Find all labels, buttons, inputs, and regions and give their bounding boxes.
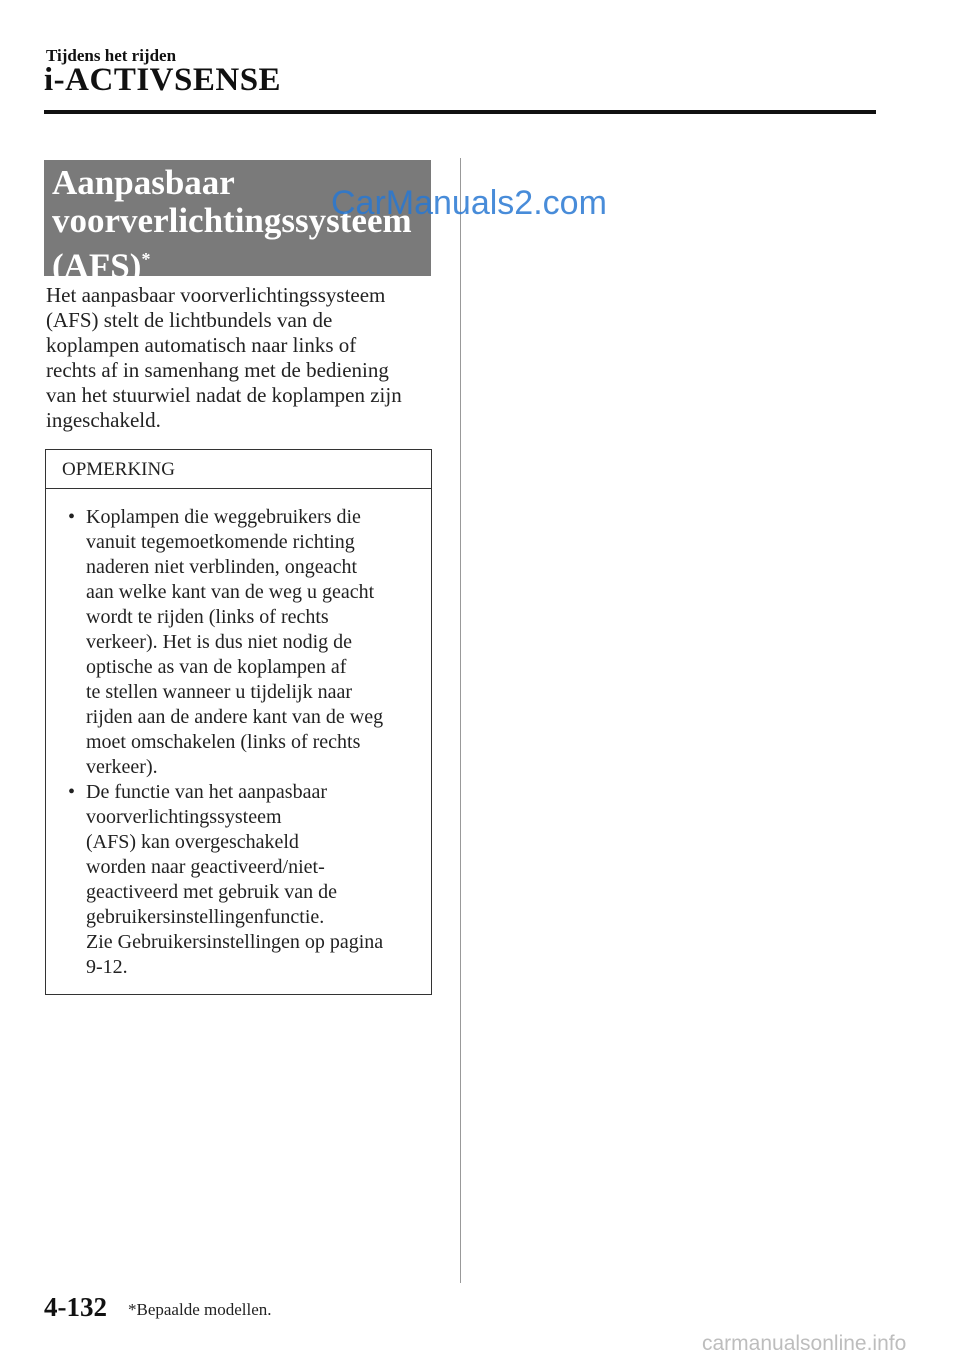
note-line: aan welke kant van de weg u geacht [86,581,375,603]
note-box [45,449,432,995]
note-line: Zie Gebruikersinstellingen op pagina [86,931,384,953]
body-line: Het aanpasbaar voorverlichtingssysteem [46,283,386,307]
note-line: verkeer). [86,756,158,778]
note-line: moet omschakelen (links of rechts [86,731,361,753]
page-number: 4-132 [44,1292,107,1322]
top-rule [44,110,876,114]
note-line: optische as van de koplampen af [86,656,347,678]
note-line: geactiveerd met gebruik van de [86,881,337,903]
chapter-title: i-ACTIVSENSE [44,62,282,98]
note-line: De functie van het aanpasbaar [86,781,327,803]
note-title: OPMERKING [46,450,431,489]
note-line: (AFS) kan overgeschakeld [86,831,299,853]
body-line: van het stuurwiel nadat de koplampen zijn [46,383,402,407]
bullet-icon: • [68,781,76,803]
column-divider [460,158,461,1283]
heading-line-3-text: (AFS) [52,246,142,286]
heading-footnote-mark: * [141,249,151,269]
site-footer: carmanualsonline.info [702,1332,907,1355]
footnote: *Bepaalde modellen. [128,1300,272,1319]
heading-line-3 [52,240,423,286]
body-line: rechts af in samenhang met de bediening [46,358,389,382]
note-line: te stellen wanneer u tijdelijk naar [86,681,353,703]
heading-line-2: voorverlichtingssysteem [52,201,412,240]
note-line: naderen niet verblinden, ongeacht [86,556,357,578]
heading-line-1: Aanpasbaar [52,163,235,202]
note-line: rijden aan de andere kant van de weg [86,706,384,728]
note-line: verkeer). Het is dus niet nodig de [86,631,353,653]
section-label: Tijdens het rijden [46,46,177,65]
note-line: gebruikersinstellingenfunctie. [86,906,325,928]
body-paragraph [46,283,441,433]
note-list [46,505,431,980]
bullet-icon: • [68,506,76,528]
note-line: 9-12. [86,956,128,978]
note-line: Koplampen die weggebruikers die [86,506,361,528]
note-line: worden naar geactiveerd/niet- [86,856,325,878]
note-item [46,505,431,780]
body-line: koplampen automatisch naar links of [46,333,357,357]
note-line: vanuit tegemoetkomende richting [86,531,355,553]
note-line: wordt te rijden (links of rechts [86,606,329,628]
watermark: CarManuals2.com [331,184,607,222]
note-item [46,780,431,980]
note-line: voorverlichtingssysteem [86,806,282,828]
body-line: (AFS) stelt de lichtbundels van de [46,308,333,332]
body-line: ingeschakeld. [46,408,161,432]
